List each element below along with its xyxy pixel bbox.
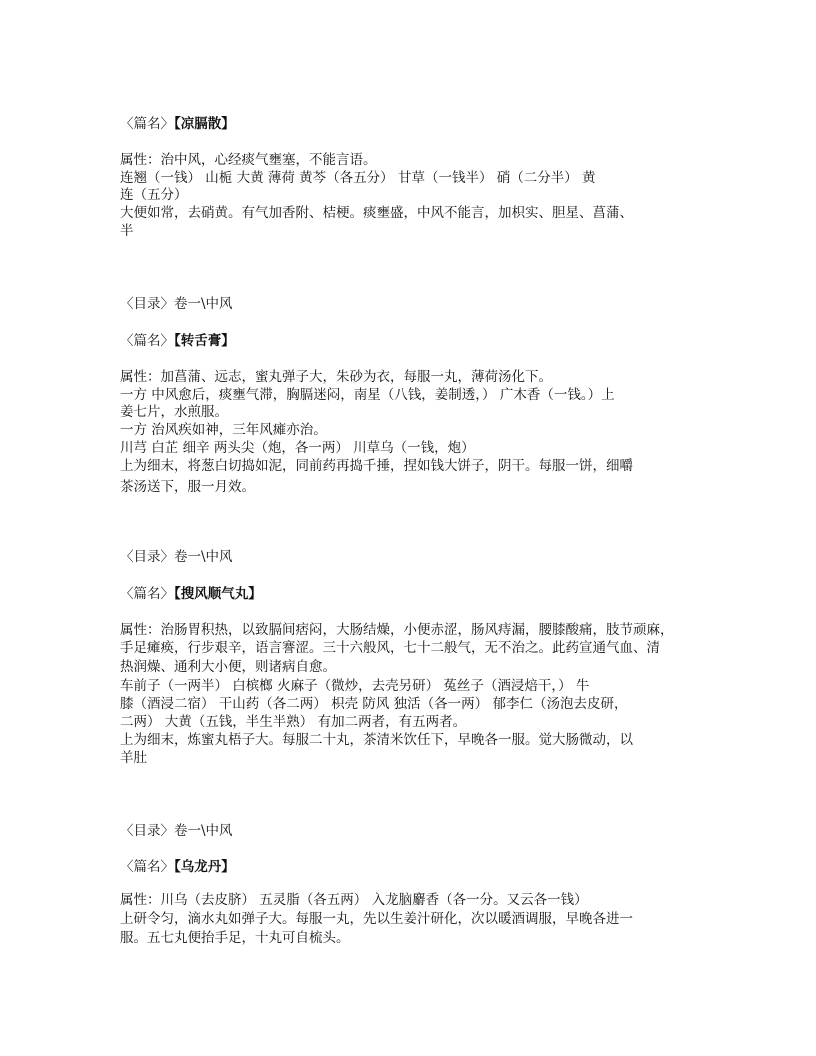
section-title: [120, 332, 235, 350]
text-line: 一方 中风愈后，痰壅气滞，胸膈迷闷，南星（八钱，姜制透，） 广木香（一钱。）上: [120, 387, 615, 403]
text-line: 属性：治肠胃积热，以致膈间痞闷，大肠结燥，小便赤涩，肠风痔漏，腰膝酸痛，肢节顽麻，: [120, 622, 674, 638]
text-line: 膝（酒浸二宿） 干山药（各二两） 枳壳 防风 独活（各一两） 郁李仁（汤泡去皮研，: [120, 696, 628, 712]
text-line: 连翘（一钱） 山栀 大黄 薄荷 黄芩（各五分） 甘草（一钱半） 硝（二分半） 黄: [120, 170, 596, 186]
text-line: 半: [120, 223, 134, 239]
section-title: [120, 858, 235, 876]
text-line: 姜七片，水煎服。: [120, 404, 228, 420]
text-line: 连（五分）: [120, 187, 188, 203]
catalog-path: 〈目录〉卷一\中风: [120, 296, 233, 312]
text-line: 热润燥、通利大小便，则诸病自愈。: [120, 659, 336, 675]
title-prefix: 〈篇名〉: [120, 116, 174, 132]
recipe-name: 【凉膈散】: [174, 116, 235, 132]
title-prefix: 〈篇名〉: [120, 859, 174, 875]
text-line: 车前子（一两半） 白槟榔 火麻子（微炒，去壳另研） 菟丝子（酒浸焙干，） 牛: [120, 678, 590, 694]
recipe-name: 【转舌膏】: [174, 333, 235, 349]
recipe-name: 【搜风顺气丸】: [174, 586, 262, 602]
catalog-path: 〈目录〉卷一\中风: [120, 549, 233, 565]
text-line: 上为细末，将葱白切捣如泥，同前药再捣千捶，捏如钱大饼子，阴干。每服一饼，细嚼: [120, 458, 633, 474]
text-line: 服。五七丸便抬手足，十丸可自梳头。: [120, 930, 350, 946]
text-line: 川芎 白芷 细辛 两头尖（炮，各一两） 川草乌（一钱，炮）: [120, 440, 475, 456]
text-line: 上研令匀，滴水丸如弹子大。每服一丸，先以生姜汁研化，次以暖酒调服，早晚各进一: [120, 911, 633, 927]
recipe-name: 【乌龙丹】: [174, 859, 235, 875]
text-line: 羊肚: [120, 750, 147, 766]
title-prefix: 〈篇名〉: [120, 586, 174, 602]
text-line: 茶汤送下，服一月效。: [120, 479, 255, 495]
text-line: 大便如常，去硝黄。有气加香附、桔梗。痰壅盛，中风不能言，加枳实、胆星、菖蒲、: [120, 205, 633, 221]
section-title: [120, 115, 235, 133]
text-line: 手足瘫痪，行步艰辛，语言謇涩。三十六般风，七十二般气，无不治之。此药宣通气血、清: [120, 640, 660, 656]
text-line: 一方 治风疾如神，三年风瘫亦治。: [120, 422, 327, 438]
text-line: 属性：川乌（去皮脐） 五灵脂（各五两） 入龙脑麝香（各一分。又云各一钱）: [120, 892, 588, 908]
catalog-path: 〈目录〉卷一\中风: [120, 823, 233, 839]
title-prefix: 〈篇名〉: [120, 333, 174, 349]
text-line: 上为细末，炼蜜丸梧子大。每服二十丸，茶清米饮任下，早晚各一服。觉大肠微动，以: [120, 732, 633, 748]
text-line: 属性：治中风，心经痰气壅塞，不能言语。: [120, 152, 377, 168]
section-title: [120, 585, 262, 603]
text-line: 二两） 大黄（五钱，半生半熟） 有加二两者，有五两者。: [120, 714, 467, 730]
text-line: 属性：加菖蒲、远志，蜜丸弹子大，朱砂为衣，每服一丸，薄荷汤化下。: [120, 369, 552, 385]
